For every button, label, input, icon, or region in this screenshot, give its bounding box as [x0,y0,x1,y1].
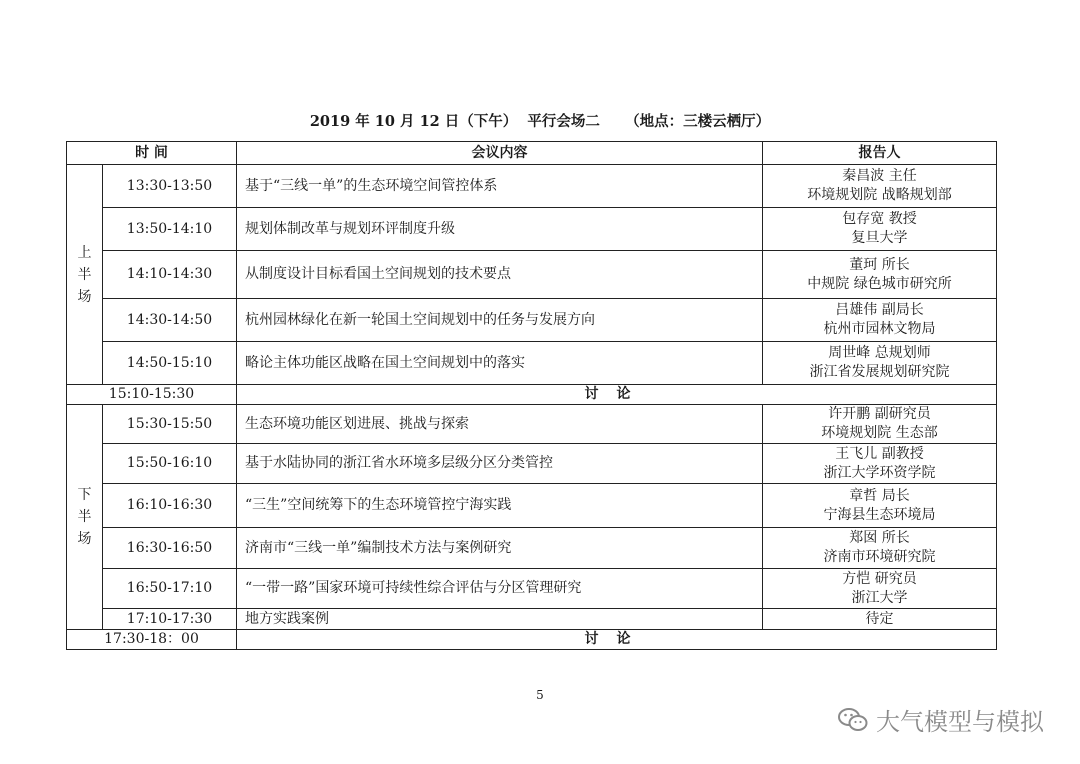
session-time: 14:10-14:30 [103,251,237,299]
session-time: 13:30-13:50 [103,165,237,208]
session-time: 16:50-17:10 [103,569,237,609]
table-row [67,609,997,630]
table-row [67,299,997,342]
table-row [67,569,997,609]
page-number: 5 [536,688,544,702]
session-topic: 杭州园林绿化在新一轮国土空间规划中的任务与发展方向 [237,299,763,342]
session-time: 15:30-15:50 [103,405,237,444]
discussion-label: 讨论 [237,385,997,405]
session-time: 15:50-16:10 [103,444,237,484]
discussion-row [67,385,997,405]
session-time: 14:50-15:10 [103,342,237,385]
table-row [67,342,997,385]
session-topic: 生态环境功能区划进展、挑战与探索 [237,405,763,444]
session-speaker: 待定 [763,609,997,630]
header-speaker: 报告人 [763,142,997,165]
session-topic: 略论主体功能区战略在国土空间规划中的落实 [237,342,763,385]
table-row [67,444,997,484]
table-row [67,208,997,251]
session-topic: 从制度设计目标看国土空间规划的技术要点 [237,251,763,299]
upper-half-label: 上 半 场 [67,165,103,385]
watermark [838,702,1044,737]
session-speaker: 吕雄伟 副局长 杭州市园林文物局 [763,299,997,342]
header-content: 会议内容 [237,142,763,165]
page-title: 2019 年 10 月 12 日（下午） 平行会场二 （地点：三楼云栖厅） [309,113,771,130]
session-speaker: 王飞儿 副教授 浙江大学环资学院 [763,444,997,484]
session-topic: 济南市“三线一单”编制技术方法与案例研究 [237,528,763,569]
session-topic: 规划体制改革与规划环评制度升级 [237,208,763,251]
wechat-icon [838,707,868,733]
session-time: 16:10-16:30 [103,484,237,528]
table-row [67,165,997,208]
session-speaker: 周世峰 总规划师 浙江省发展规划研究院 [763,342,997,385]
session-time: 17:10-17:30 [103,609,237,630]
discussion-time: 15:10-15:30 [67,385,237,405]
session-time: 13:50-14:10 [103,208,237,251]
discussion-row [67,630,997,650]
session-speaker: 包存宽 教授 复旦大学 [763,208,997,251]
discussion-time: 17:30-18：00 [67,630,237,650]
session-topic: “三生”空间统筹下的生态环境管控宁海实践 [237,484,763,528]
session-speaker: 方恺 研究员 浙江大学 [763,569,997,609]
watermark-text: 大气模型与模拟 [876,708,1044,736]
schedule-table [66,141,997,650]
session-speaker: 郑囡 所长 济南市环境研究院 [763,528,997,569]
lower-half-label: 下 半 场 [67,405,103,630]
table-row [67,405,997,444]
header-time: 时 间 [67,142,237,165]
session-speaker: 董珂 所长 中规院 绿色城市研究所 [763,251,997,299]
table-row [67,484,997,528]
session-topic: 地方实践案例 [237,609,763,630]
session-speaker: 许开鹏 副研究员 环境规划院 生态部 [763,405,997,444]
session-topic: “一带一路”国家环境可持续性综合评估与分区管理研究 [237,569,763,609]
header-row [67,142,997,165]
session-topic: 基于“三线一单”的生态环境空间管控体系 [237,165,763,208]
session-time: 16:30-16:50 [103,528,237,569]
session-topic: 基于水陆协同的浙江省水环境多层级分区分类管控 [237,444,763,484]
session-time: 14:30-14:50 [103,299,237,342]
table-row [67,528,997,569]
table-row [67,251,997,299]
session-speaker: 章哲 局长 宁海县生态环境局 [763,484,997,528]
discussion-label: 讨论 [237,630,997,650]
session-speaker: 秦昌波 主任 环境规划院 战略规划部 [763,165,997,208]
